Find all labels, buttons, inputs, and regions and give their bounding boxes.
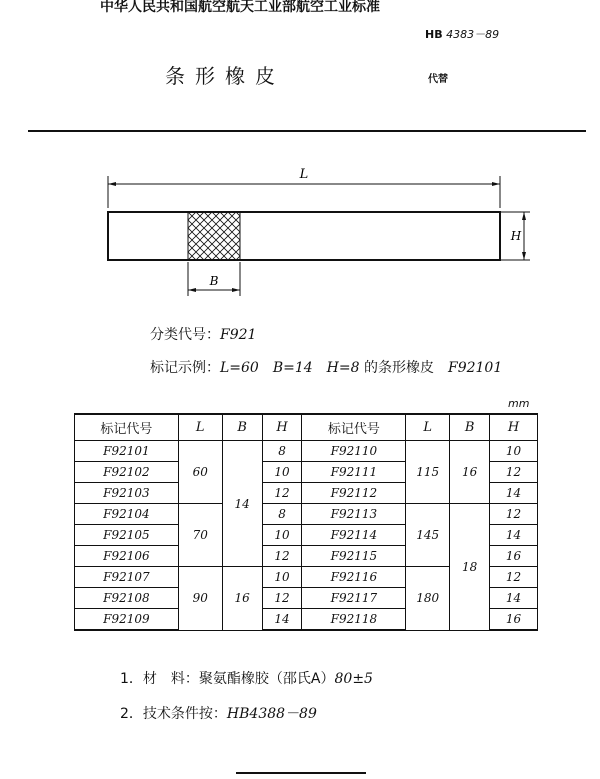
strip-drawing — [0, 0, 600, 320]
cell-code: F92110 — [302, 441, 406, 462]
cell-H: 12 — [262, 546, 302, 567]
cell-H: 16 — [490, 609, 538, 631]
cell-L: 145 — [406, 504, 450, 567]
dim-label-L: L — [299, 167, 309, 182]
cell-code: F92118 — [302, 609, 406, 631]
cell-code: F92101 — [75, 441, 179, 462]
cell-B: 14 — [222, 441, 262, 567]
cell-H: 12 — [490, 567, 538, 588]
note-material — [120, 668, 373, 688]
strip-body — [108, 212, 500, 260]
col-header: 标记代号 — [75, 414, 179, 441]
dim-label-H: H — [510, 229, 522, 243]
cell-B: 18 — [450, 504, 490, 631]
classification-label: 分类代号： — [150, 327, 220, 343]
cell-H: 10 — [262, 567, 302, 588]
note-technical — [120, 703, 317, 723]
cell-H: 14 — [262, 609, 302, 631]
cell-B: 16 — [450, 441, 490, 504]
col-header: H — [262, 414, 302, 441]
arrow-icon — [492, 182, 500, 186]
cell-L: 180 — [406, 567, 450, 631]
cell-code: F92116 — [302, 567, 406, 588]
standard-prefix: HB — [425, 28, 443, 41]
note-value: HB4388－89 — [226, 706, 317, 722]
arrow-icon — [188, 288, 196, 292]
cell-H: 10 — [262, 525, 302, 546]
cell-code: F92104 — [75, 504, 179, 525]
table-row — [75, 504, 538, 525]
note-label: 技术条件按： — [142, 706, 227, 722]
cell-H: 8 — [262, 441, 302, 462]
cell-L: 70 — [178, 504, 222, 567]
cell-H: 12 — [262, 483, 302, 504]
publisher-heading: 中华人民共和国航空航天工业部航空工业标准 — [100, 0, 380, 15]
cell-H: 10 — [262, 462, 302, 483]
arrow-icon — [522, 212, 526, 220]
unit-label: mm — [508, 397, 530, 410]
example-suffix: 的条形橡皮 — [363, 360, 434, 376]
cell-code: F92102 — [75, 462, 179, 483]
dimension-table — [74, 413, 538, 631]
cell-code: F92103 — [75, 483, 179, 504]
cell-H: 12 — [262, 588, 302, 609]
cell-H: 10 — [490, 441, 538, 462]
cell-code: F92109 — [75, 609, 179, 631]
example-params: L=60 B=14 H=8 — [220, 360, 360, 376]
cell-code: F92113 — [302, 504, 406, 525]
col-header: L — [406, 414, 450, 441]
classification-code: F921 — [220, 327, 257, 343]
cell-code: F92114 — [302, 525, 406, 546]
cell-code: F92111 — [302, 462, 406, 483]
note-number: 2． — [120, 706, 143, 722]
section-hatch — [188, 212, 240, 260]
dim-label-B: B — [209, 274, 219, 288]
note-number: 1． — [120, 671, 143, 687]
col-header: B — [450, 414, 490, 441]
cell-code: F92105 — [75, 525, 179, 546]
example-label: 标记示例： — [150, 360, 220, 376]
cell-H: 16 — [490, 546, 538, 567]
standard-code: 4383－89 — [446, 28, 500, 41]
marking-example — [150, 357, 502, 377]
col-header: H — [490, 414, 538, 441]
example-code: F92101 — [447, 360, 503, 376]
table-row — [75, 441, 538, 462]
page-title: 条形橡皮 — [165, 64, 285, 88]
col-header: B — [222, 414, 262, 441]
cell-L: 60 — [178, 441, 222, 504]
col-header: L — [178, 414, 222, 441]
note-text: 聚氨酯橡胶（邵氏A） — [198, 671, 335, 687]
cell-code: F92107 — [75, 567, 179, 588]
arrow-icon — [108, 182, 116, 186]
cell-H: 12 — [490, 462, 538, 483]
cell-B: 16 — [222, 567, 262, 631]
cell-H: 14 — [490, 588, 538, 609]
cell-code: F92112 — [302, 483, 406, 504]
note-value: 80±5 — [334, 671, 373, 687]
cell-H: 14 — [490, 525, 538, 546]
arrow-icon — [522, 252, 526, 260]
footer-rule — [236, 772, 366, 774]
note-label: 材 料： — [142, 671, 199, 687]
cell-code: F92115 — [302, 546, 406, 567]
cell-code: F92117 — [302, 588, 406, 609]
replaces-label: 代替 — [428, 74, 448, 85]
cell-H: 12 — [490, 504, 538, 525]
cell-H: 14 — [490, 483, 538, 504]
arrow-icon — [232, 288, 240, 292]
classification-line — [150, 324, 256, 344]
table-header-row — [75, 414, 538, 441]
cell-code: F92108 — [75, 588, 179, 609]
cell-code: F92106 — [75, 546, 179, 567]
cell-H: 8 — [262, 504, 302, 525]
col-header: 标记代号 — [302, 414, 406, 441]
cell-L: 90 — [178, 567, 222, 631]
cell-L: 115 — [406, 441, 450, 504]
